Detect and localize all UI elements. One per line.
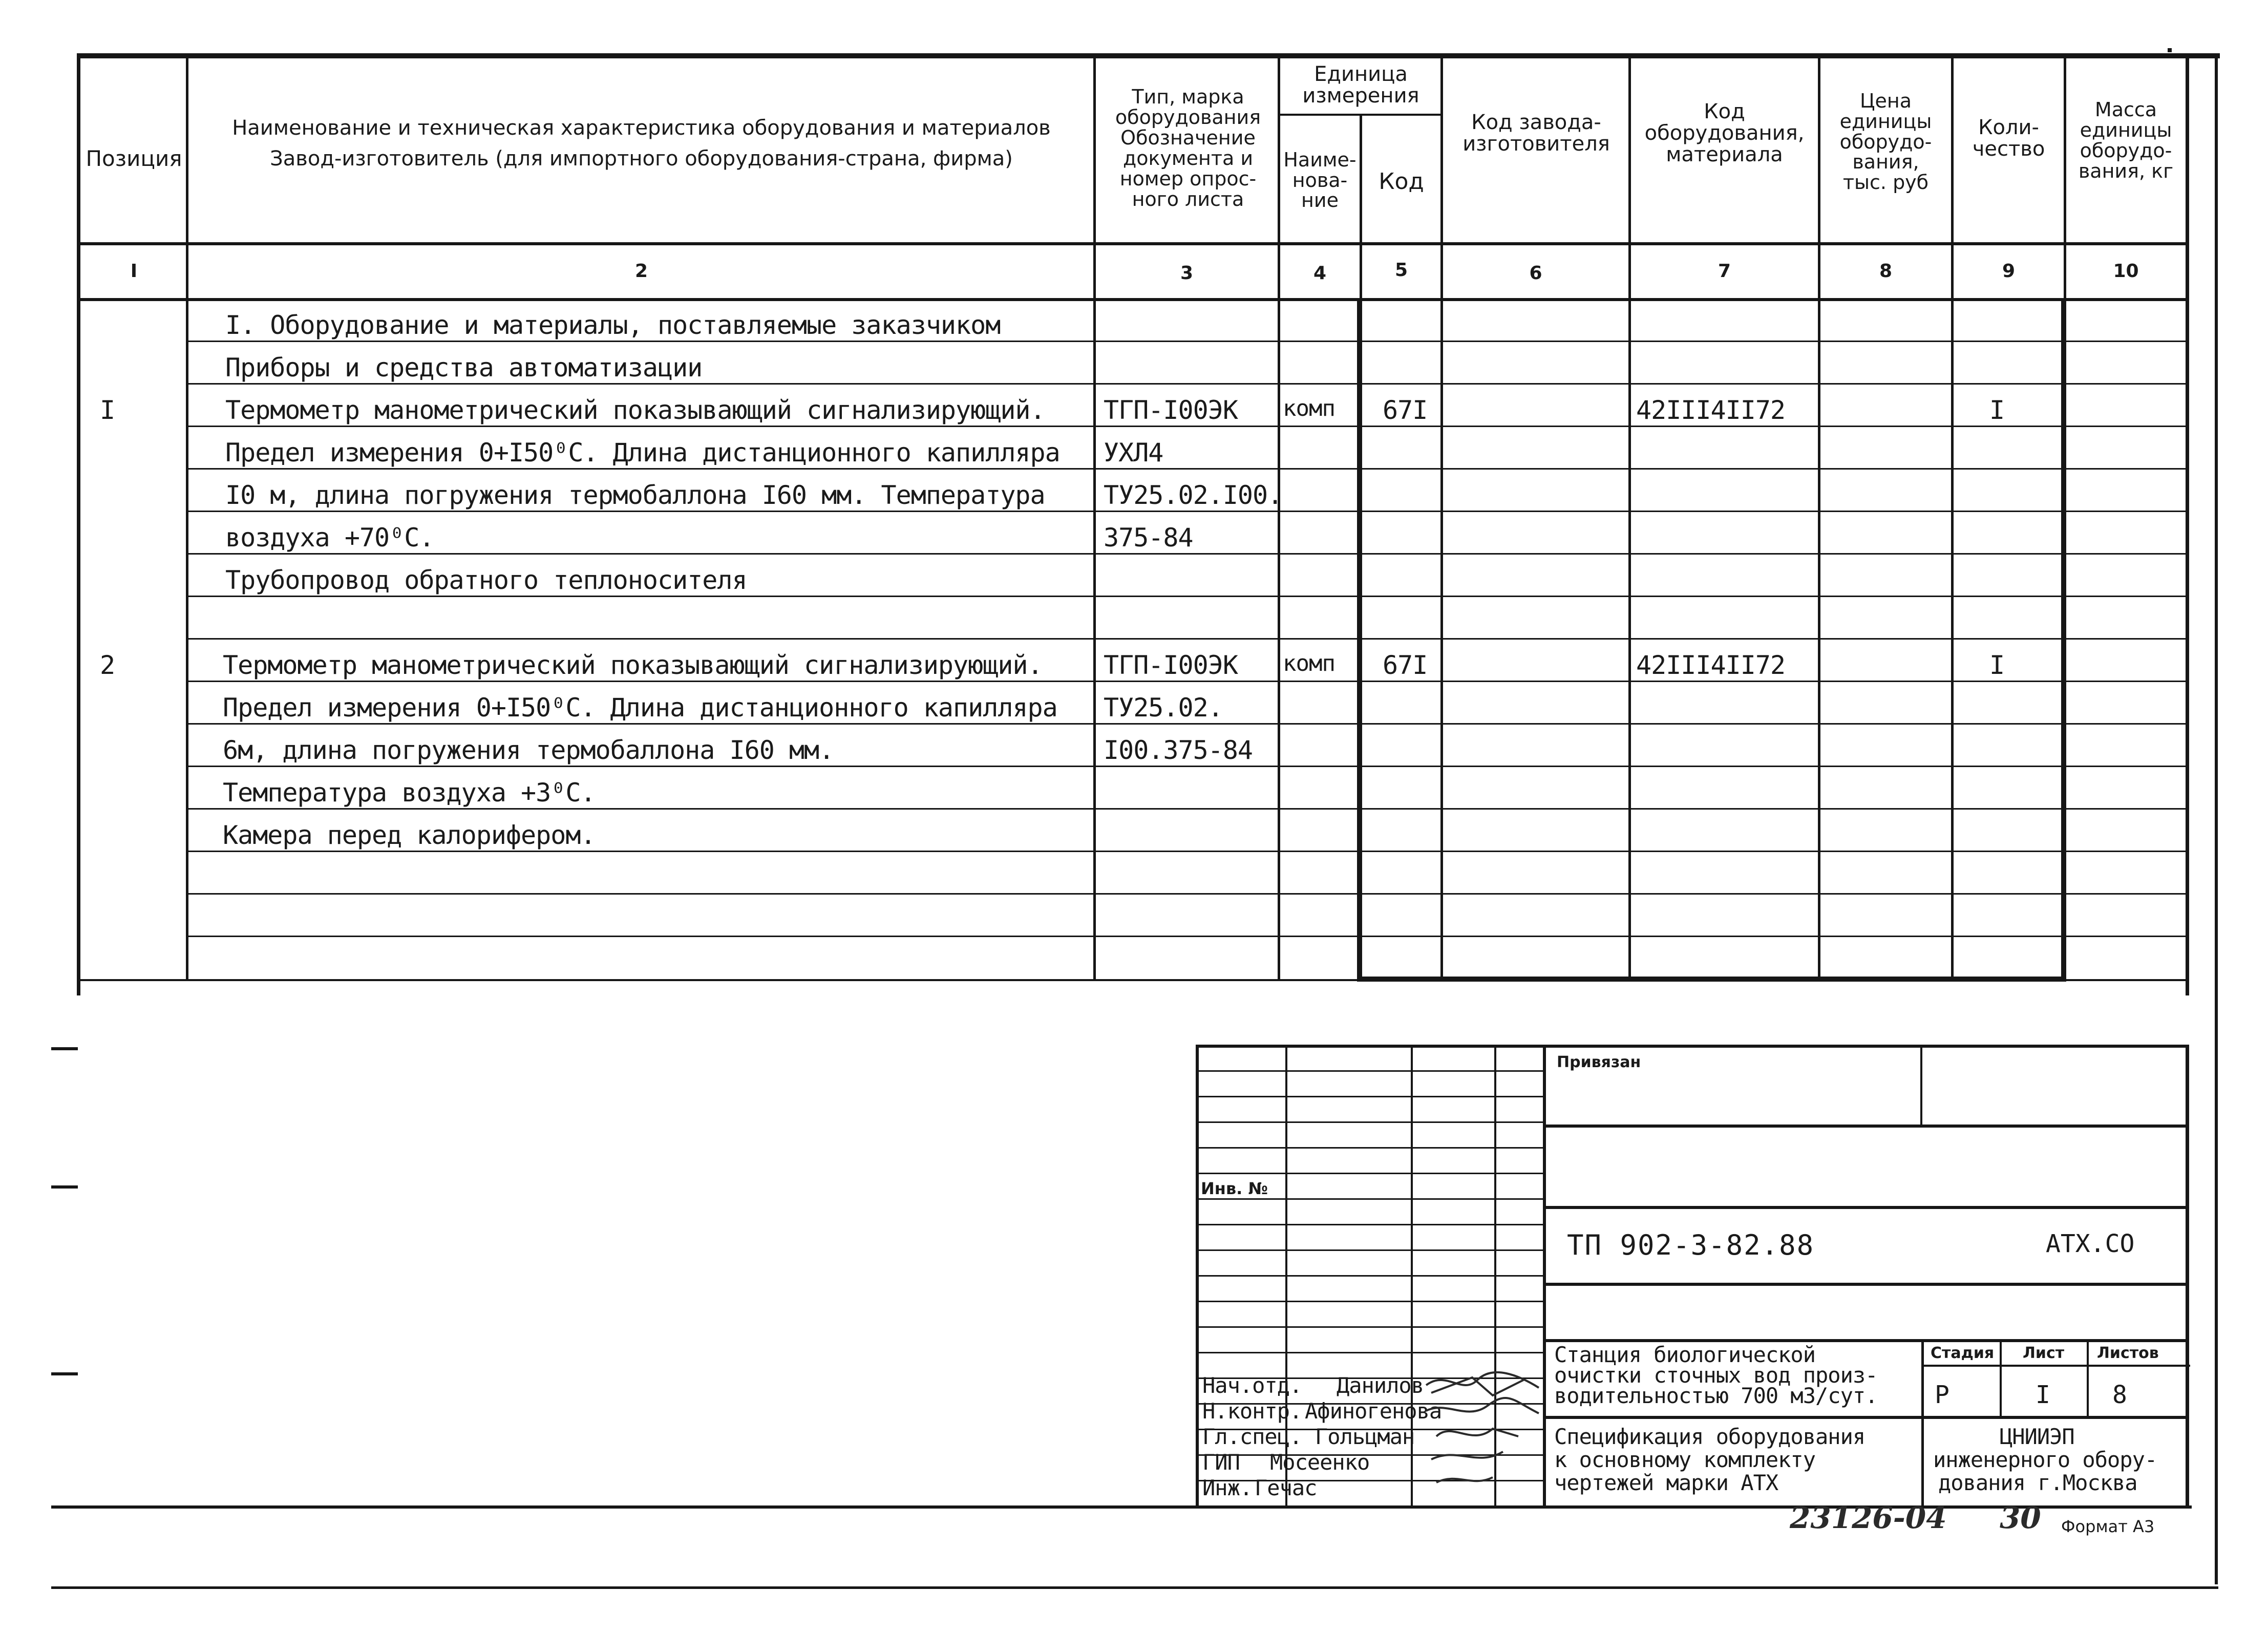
col-line (1440, 56, 1443, 981)
header-name-line1: Наименование и техническая характеристика оборудования и материалов (232, 116, 1051, 140)
col-line (1093, 56, 1096, 981)
sheets-value: 8 (2112, 1381, 2127, 1409)
frame-right-outer-line (2215, 53, 2218, 1584)
tb-row-line (1196, 1096, 1544, 1097)
archive-number: 23126-04 (1790, 1500, 1947, 1535)
column-number: 2 (634, 261, 648, 282)
cell-quantity: I (1989, 650, 2005, 680)
stage-label: Стадия (1931, 1344, 1995, 1362)
row-line (186, 468, 2188, 470)
signer-role: Н.контр. (1202, 1398, 1302, 1424)
cell-name: Температура воздуха +3⁰С. (223, 778, 596, 808)
sheet-title-line: к основному комплекту (1554, 1447, 1816, 1472)
cell-material-code: 42III4II72 (1636, 650, 1786, 680)
tb-line (1544, 1416, 2189, 1419)
cell-code: 67I (1383, 395, 1428, 425)
cell-name: Предел измерения 0+I50⁰С. Длина дистанционного капилляра (225, 438, 1060, 468)
header-type: Тип, марка оборудования Обозначение документа и номер опрос-ного листа (1115, 86, 1261, 210)
privyazan-label: Привязан (1557, 1053, 1641, 1071)
tb-row-line (1196, 1275, 1544, 1277)
project-title-line: очистки сточных вод произ- (1554, 1363, 1878, 1388)
cell-name: Термометр манометрический показывающий сигнализирующий. (223, 650, 1043, 680)
tb-row-line (1196, 1173, 1544, 1174)
row-line (186, 426, 2188, 427)
cell-code: 67I (1383, 650, 1428, 680)
cell-position: 2 (100, 650, 115, 680)
tb-row-line (1196, 1249, 1544, 1251)
cell-name: воздуха +70⁰С. (225, 523, 434, 553)
tb-right-line (2186, 1045, 2189, 1505)
signature-scribble (1416, 1365, 1549, 1493)
margin-tick (51, 1372, 78, 1375)
margin-tick (51, 1047, 78, 1050)
tb-row-line (1196, 1121, 1544, 1123)
doc-code: ТП 902-3-82.88 (1567, 1229, 1815, 1261)
header-unit-title: Единица измерения (1302, 62, 1419, 108)
tb-line (1920, 1045, 1922, 1127)
column-number: 3 (1180, 263, 1194, 284)
col-line (1951, 56, 1954, 981)
inv-no-label: Инв. № (1201, 1179, 1268, 1198)
cell-unit: комп (1283, 395, 1335, 421)
header-mass: Масса единицы оборудо-вания, кг (2078, 98, 2174, 182)
row-line (186, 383, 2188, 385)
header-name-line2: Завод-изготовитель (для импортного оборудования-страна, фирма) (270, 147, 1013, 171)
cell-type: I00.375-84 (1104, 735, 1253, 765)
cell-name: Предел измерения 0+I50⁰С. Длина дистанционного капилляра (223, 693, 1057, 723)
column-number: 9 (2002, 261, 2016, 282)
tb-line (1544, 1125, 2189, 1128)
cell-type: УХЛ4 (1104, 438, 1163, 468)
column-number: 8 (1879, 261, 1893, 282)
signer-role: Инж. (1202, 1475, 1253, 1500)
signer-name: Данилов (1337, 1373, 1424, 1398)
tb-row-line (1196, 1224, 1544, 1225)
column-number: I (130, 261, 138, 282)
row-line (186, 638, 2188, 640)
row-line (186, 893, 2188, 895)
tb-line (1921, 1339, 1924, 1505)
tb-row-line (1196, 1352, 1544, 1353)
cell-type: ТГП-I00ЭК (1104, 650, 1238, 680)
sheets-label: Листов (2097, 1344, 2159, 1362)
tb-row-line (1196, 1198, 1544, 1200)
tb-line (2000, 1339, 2002, 1417)
sheet-value: I (2036, 1381, 2050, 1409)
thick-line (2061, 298, 2066, 982)
cell-type: ТУ25.02. (1104, 693, 1223, 723)
tb-row-line (1196, 1326, 1544, 1328)
row-line (186, 723, 2188, 725)
header-unit-code: Код (1379, 168, 1424, 195)
cell-material-code: 42III4II72 (1636, 395, 1786, 425)
org-line: дования г.Москва (1938, 1470, 2137, 1495)
tb-top-line (1196, 1045, 2189, 1048)
header-bottom-line (79, 242, 2187, 245)
tb-row-line (1196, 1301, 1544, 1302)
sheet-title-line: Спецификация оборудования (1554, 1424, 1866, 1449)
tb-line (1544, 1283, 2189, 1286)
cell-name: I0 м, длина погружения термобаллона I60 мм. Температура (225, 480, 1045, 510)
format-label: Формат А3 (2061, 1517, 2155, 1536)
header-quantity: Коли-чество (1972, 116, 2045, 161)
signer-name: Гольцман (1315, 1424, 1415, 1449)
tb-row-line (1196, 1147, 1544, 1149)
cell-position: I (100, 395, 115, 425)
header-position: Позиция (86, 145, 182, 171)
header-plant-code: Код завода-изготовителя (1462, 111, 1610, 156)
row-line (186, 808, 2188, 810)
margin-tick (51, 1185, 78, 1189)
tb-line (2087, 1339, 2089, 1417)
cell-name: Камера перед калорифером. (223, 820, 596, 850)
project-title-line: водительностью 700 м3/сут. (1554, 1383, 1878, 1408)
project-title-line: Станция биологической (1554, 1342, 1816, 1367)
cell-name: Термометр манометрический показывающий сигнализирующий. (225, 395, 1045, 425)
header-price: Цена единицы оборудо-вания, тыс. руб (1839, 89, 1932, 194)
frame-tick (2168, 48, 2172, 52)
signer-role: Гл.спец. (1202, 1424, 1302, 1449)
table-bottom-line (79, 979, 2187, 981)
column-number: 7 (1718, 261, 1731, 282)
cell-name: Трубопровод обратного теплоносителя (225, 565, 747, 595)
cell-unit: комп (1283, 650, 1335, 676)
header-material-code: Код оборудования, материала (1644, 100, 1805, 166)
signer-name: Гечас (1255, 1475, 1317, 1500)
org-line: ЦНИИЭП (2000, 1424, 2074, 1449)
row-line (186, 936, 2188, 937)
sheet-title-line: чертежей марки АТХ (1554, 1470, 1778, 1495)
column-number: 10 (2113, 261, 2139, 282)
row-line (186, 511, 2188, 512)
page-number: 30 (2000, 1500, 2041, 1535)
frame-top-line (79, 53, 2220, 58)
cell-type: ТГП-I00ЭК (1104, 395, 1238, 425)
cell-name: 6м, длина погружения термобаллона I60 мм. (223, 735, 834, 765)
signer-name: Мосеенко (1270, 1450, 1370, 1475)
signer-role: ГИП (1202, 1450, 1240, 1475)
signer-role: Нач.отд. (1202, 1373, 1302, 1398)
cell-name: I. Оборудование и материалы, поставляемые заказчиком (225, 310, 1001, 340)
column-number: 5 (1394, 260, 1408, 281)
page-bottom-line (51, 1586, 2218, 1589)
col-line (186, 56, 188, 981)
sheet-label: Лист (2023, 1344, 2065, 1362)
tb-line (1921, 1365, 2190, 1367)
frame-right-line (2186, 53, 2189, 995)
doc-mark: АТХ.СО (2046, 1229, 2135, 1258)
row-line (186, 341, 2188, 342)
signer-name: Афиногенова (1305, 1398, 1442, 1424)
cell-type: ТУ25.02.I00. (1104, 480, 1283, 510)
org-line: инженерного обору- (1933, 1447, 2157, 1472)
column-number: 6 (1529, 263, 1542, 284)
frame-left-line (77, 53, 80, 995)
cell-quantity: I (1989, 395, 2005, 425)
unit-divider-line (1278, 114, 1443, 116)
stage-value: Р (1935, 1381, 1949, 1409)
row-line (186, 681, 2188, 682)
tb-row-line (1196, 1070, 1544, 1072)
cell-name: Приборы и средства автоматизации (225, 353, 703, 383)
row-line (186, 553, 2188, 555)
row-line (186, 766, 2188, 767)
column-number: 4 (1313, 263, 1327, 284)
thick-line (1357, 298, 1362, 982)
tb-line (1544, 1206, 2189, 1209)
col-line (1628, 56, 1631, 981)
cell-type: 375-84 (1104, 523, 1193, 553)
header-unit-name: Наиме-нова-ние (1283, 148, 1356, 212)
numbers-bottom-line (79, 298, 2187, 301)
row-line (186, 596, 2188, 597)
row-line (186, 851, 2188, 852)
